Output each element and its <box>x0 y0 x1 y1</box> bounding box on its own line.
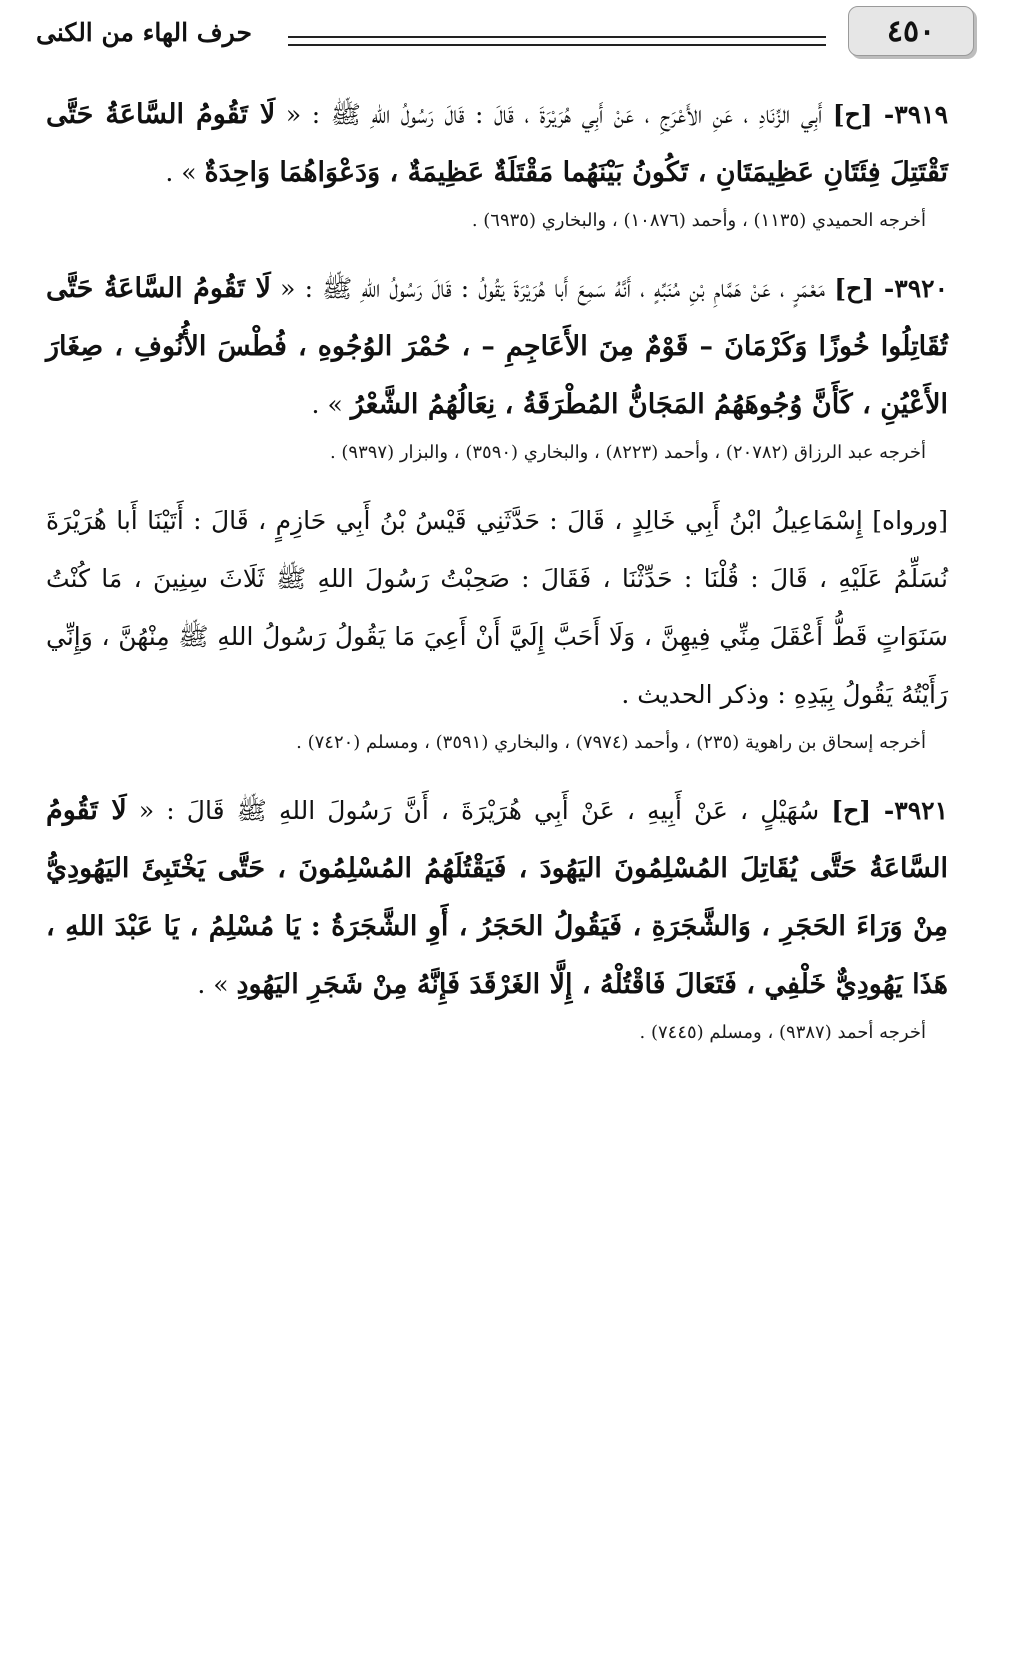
hadith-number: ٣٩٢٠- [ح] <box>834 274 948 303</box>
running-title: حرف الهاء من الكنى <box>36 18 252 47</box>
page-number: ٤٥٠ <box>886 13 936 49</box>
hadith-isnad: أَبِي الزِّنَادِ ، عَنِ الأَعْرَجِ ، عَنْ أَبِي هُرَيْرَةَ ، قَالَ : قَالَ رَسُولُ اللهِ ﷺ : « <box>275 100 833 129</box>
hadith-isnad: مَعْمَرٍ ، عَنْ هَمَّامِ بْنِ مُنَبِّهٍ ، أَنَّهُ سَمِعَ أَبا هُرَيْرَةَ يَقُولُ : قَالَ رَسُولُ اللهِ ﷺ : « <box>271 274 835 303</box>
takhrij-riwaya: أخرجه إسحاق بن راهوية (٢٣٥) ، وأحمد (٧٩٧٤) ، والبخاري (٣٥٩١) ، ومسلم (٧٤٢٠) . <box>296 732 926 753</box>
takhrij-3920: أخرجه عبد الرزاق (٢٠٧٨٢) ، وأحمد (٨٢٢٣) ، والبخاري (٣٥٩٠) ، والبزار (٩٣٩٧) . <box>329 442 926 463</box>
page-header <box>36 6 974 62</box>
riwaya-block <box>46 492 948 724</box>
hadith-matn: لَا تَقُومُ السَّاعَةُ حَتَّى تُقَاتِلُوا خُوزًا وَكَرْمَانَ – قَوْمٌ مِنَ الأَعَاجِمِ – ، حُمْرَ الوُجُوهِ ، فُطْسَ الأُنُوفِ ، صِغَارَ الأَعْيُنِ ، كَأَنَّ وُجُوهَهُمُ المَجَانُّ المُطْرَقَةُ ، نِعَالُهُمُ الشَّعْرُ <box>46 273 948 420</box>
page-content <box>46 86 948 1048</box>
hadith-number: ٣٩١٩- [ح] <box>832 100 949 129</box>
hadith-number: ٣٩٢١- [ح] <box>831 796 948 825</box>
hadith-3921 <box>46 782 948 1014</box>
header-rule <box>288 36 826 46</box>
takhrij-3921: أخرجه أحمد (٩٣٨٧) ، ومسلم (٧٤٤٥) . <box>639 1022 926 1043</box>
hadith-matn: لَا تَقُومُ السَّاعَةُ حَتَّى تَقْتَتِلَ فِئَتَانِ عَظِيمَتَانِ ، تَكُونُ بَيْنَهُما مَقْتَلَةٌ عَظِيمَةٌ ، وَدَعْوَاهُمَا وَاحِدَةٌ <box>46 99 948 188</box>
hadith-tail: » . <box>311 390 351 419</box>
riwaya-text: [ورواه] إِسْمَاعِيلُ ابْنُ أَبِي خَالِدٍ ، قَالَ : حَدَّثَنِي قَيْسُ بْنُ أَبِي حَازِمٍ ، قَالَ : أَتَيْنَا أَبا هُرَيْرَةَ نُسَلِّمُ عَلَيْهِ ، قَالَ : قُلْنَا : حَدِّثْنَا ، فَقَالَ : صَحِبْتُ رَسُولَ اللهِ ﷺ ثَلَاثَ سِنِينَ ، مَا كُنْتُ سَنَوَاتٍ قَطُّ أَعْقَلَ مِنِّي فِيهِنَّ ، وَلَا أَحَبَّ إِلَيَّ أَنْ أَعِيَ مَا يَقُولُ رَسُولُ اللهِ ﷺ مِنْهُنَّ ، وَإِنِّي رَأَيْتُهُ يَقُولُ بِيَدِهِ : وذكر الحديث . <box>46 506 948 709</box>
hadith-tail: » . <box>197 970 237 999</box>
hadith-matn: لَا تَقُومُ السَّاعَةُ حَتَّى يُقَاتِلَ المُسْلِمُونَ اليَهُودَ ، فَيَقْتُلَهُمُ المُسْلِمُونَ ، حَتَّى يَخْتَبِئَ اليَهُودِيُّ مِنْ وَرَاءَ الحَجَرِ ، وَالشَّجَرَةِ ، فَيَقُولُ الحَجَرُ ، أَوِ الشَّجَرَةُ : يَا مُسْلِمُ ، يَا عَبْدَ اللهِ ، هَذَا يَهُودِيٌّ خَلْفِي ، فَتَعَالَ فَاقْتُلْهُ ، إِلَّا الغَرْقَدَ فَإِنَّهُ مِنْ شَجَرِ اليَهُودِ <box>46 795 948 1000</box>
page-number-badge <box>848 6 974 56</box>
hadith-3920 <box>46 260 948 434</box>
hadith-isnad: سُهَيْلٍ ، عَنْ أَبِيهِ ، عَنْ أَبِي هُرَيْرَةَ ، أَنَّ رَسُولَ اللهِ ﷺ قَالَ : « <box>126 796 832 825</box>
takhrij-3919: أخرجه الحميدي (١١٣٥) ، وأحمد (١٠٨٧٦) ، والبخاري (٦٩٣٥) . <box>471 210 926 231</box>
hadith-3919 <box>46 86 948 202</box>
hadith-tail: » . <box>165 158 205 187</box>
